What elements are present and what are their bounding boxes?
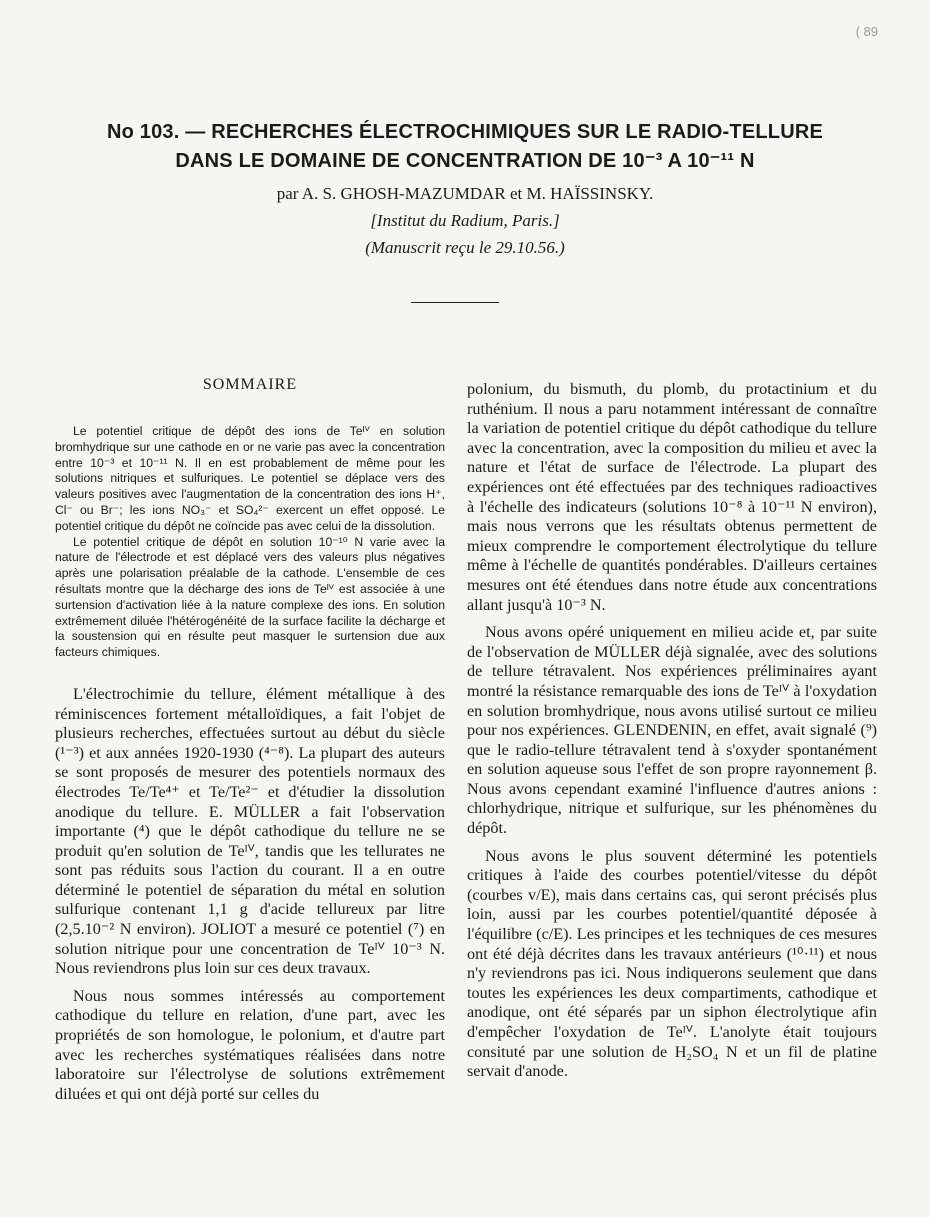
body-paragraph: Nous avons opéré uniquement en milieu acide et, par suite de l'observation de MÜLLER déjà signalée, avec des solutions de tellure tétravalent. Nos expériences préliminaires ayant montré la résistance remarquable des ions de Teᴵⱽ à l'oxydation en solution bromhydrique, nous avons utilisé surtout ce milieu pour nos expériences. GLENDENIN, en effet, avait signalé (⁹) que le radio-tellure tétravalent tend à s'oxyder spontanément en solution aqueuse sous l'effet de son propre rayonnement β. Nous avons cependant examiné l'influence d'autres anions : chlorhydrique, nitrique et sulfurique, sur les phénomènes du dépôt. <box>467 623 877 838</box>
article-header <box>0 118 930 258</box>
page-number: ( 89 <box>855 24 878 39</box>
body-text-left <box>55 685 445 1104</box>
left-column <box>55 376 445 1104</box>
summary-section <box>55 376 445 661</box>
summary-paragraph: Le potentiel critique de dépôt en solution 10⁻¹⁰ N varie avec la nature de l'électrode et est déplacé vers des valeurs plus négatives après une polarisation préalable de la cathode. L'ensemble de ces résultats montre que la décharge des ions de Teᴵⱽ est associée à une surtension d'activation liée à la nature complexe des ions. En solution extrêmement diluée l'hétérogénéité de la surface facilite la décharge et la soustension qui en résulte peut masquer le surtension due aux facteurs chimiques. <box>55 534 445 660</box>
manuscript-received-date: (Manuscrit reçu le 29.10.56.) <box>365 238 565 257</box>
title-separator-rule <box>411 302 499 303</box>
article-title <box>0 118 930 176</box>
body-paragraph: L'électrochimie du tellure, élément métallique à des réminiscences fortement métalloïdiques, a fait l'objet de plusieurs recherches, effectuées surtout au début du siècle (¹⁻³) et aux années 1920-1930 (⁴⁻⁸). La plupart des auteurs se sont proposés de mesurer des potentiels normaux des électrodes Te/Te⁴⁺ et Te/Te²⁻ et d'étudier la dissolution anodique du tellure. E. MÜLLER a fait l'observation importante (⁴) que le dépôt cathodique du tellure ne se produit qu'en solution de Teᴵⱽ, tandis que les tellurates ne sont pas réduits sous l'action du courant. Il a en outre déterminé le potentiel de séparation du métal en solution sulfurique contenant 1,1 g d'acide tellureux par litre (2,5.10⁻² N environ). JOLIOT a mesuré ce potentiel (⁷) en solution nitrique pour une concentration de Teᴵⱽ 10⁻³ N. Nous reviendrons plus loin sur ces deux travaux. <box>55 684 445 978</box>
title-line-2: DANS LE DOMAINE DE CONCENTRATION DE 10⁻³ A 10⁻¹¹ N <box>175 150 755 172</box>
right-column <box>467 380 877 1082</box>
summary-heading: SOMMAIRE <box>202 376 298 393</box>
summary-paragraph: Le potentiel critique de dépôt des ions de Teᴵⱽ en solution bromhydrique sur une cathode en or ne varie pas avec la concentration entre 10⁻³ et 10⁻¹¹ N. Il en est probablement de même pour les solutions nitriques et sulfuriques. Le potentiel se déplace vers des valeurs positives avec l'augmentation de la concentration des ions H⁺, Cl⁻ ou Br⁻; les ions NO₃⁻ et SO₄²⁻ exercent un effet opposé. Le potentiel critique du dépôt ne coïncide pas avec celui de la dissolution. <box>55 424 445 533</box>
title-line-1: No 103. — RECHERCHES ÉLECTROCHIMIQUES SUR LE RADIO-TELLURE <box>106 121 824 143</box>
body-paragraph: polonium, du bismuth, du plomb, du protactinium et du ruthénium. Il nous a paru notamment intéressant de connaître la variation de potentiel critique du dépôt cathodique du tellure avec la concentration, avec la composition du milieu et avec la nature et l'état de surface de l'électrode. La plupart des expériences ont été effectuées par des techniques radioactives à l'échelle des indicateurs (solutions 10⁻⁸ à 10⁻¹¹ N environ), mais nous verrons que les résultats obtenus permettent de mieux comprendre le comportement électrolytique du tellure même à l'échelle de quantités pondérables. D'ailleurs certaines mesures ont été étendues dans notre étude aux concentrations allant jusqu'à 10⁻³ N. <box>467 380 877 614</box>
author-institute: [Institut du Radium, Paris.] <box>370 211 560 230</box>
body-paragraph: Nous avons le plus souvent déterminé les potentiels critiques à l'aide des courbes potentiel/vitesse du dépôt (courbes v/E), mais dans certains cas, qui seront précisés plus loin, aussi par les courbes potentiel/quantité déposée à l'équilibre (c/E). Les principes et les techniques de ces mesures ont été déjà décrites dans les travaux antérieurs (¹⁰·¹¹) et nous n'y reviendrons pas ici. Nous indiquerons seulement que dans toutes les expériences les deux compartiments, cathodique et anodique, ont été séparés par un siphon électrolytique afin d'empêcher l'oxydation de Teᴵⱽ. L'anolyte était toujours consituté par une solution de H₂SO₄ N et un fil de platine servait d'anode. <box>467 846 877 1081</box>
author-byline: par A. S. GHOSH-MAZUMDAR et M. HAÏSSINSKY. <box>276 184 654 203</box>
body-paragraph: Nous nous sommes intéressés au comportement cathodique du tellure en relation, d'une part, avec les propriétés de son homologue, le polonium, et d'autre part avec les recherches systématiques réalisées dans notre laboratoire sur l'électrolyse de solutions extrêmement diluées et qui ont déjà porté sur celles du <box>55 986 445 1103</box>
